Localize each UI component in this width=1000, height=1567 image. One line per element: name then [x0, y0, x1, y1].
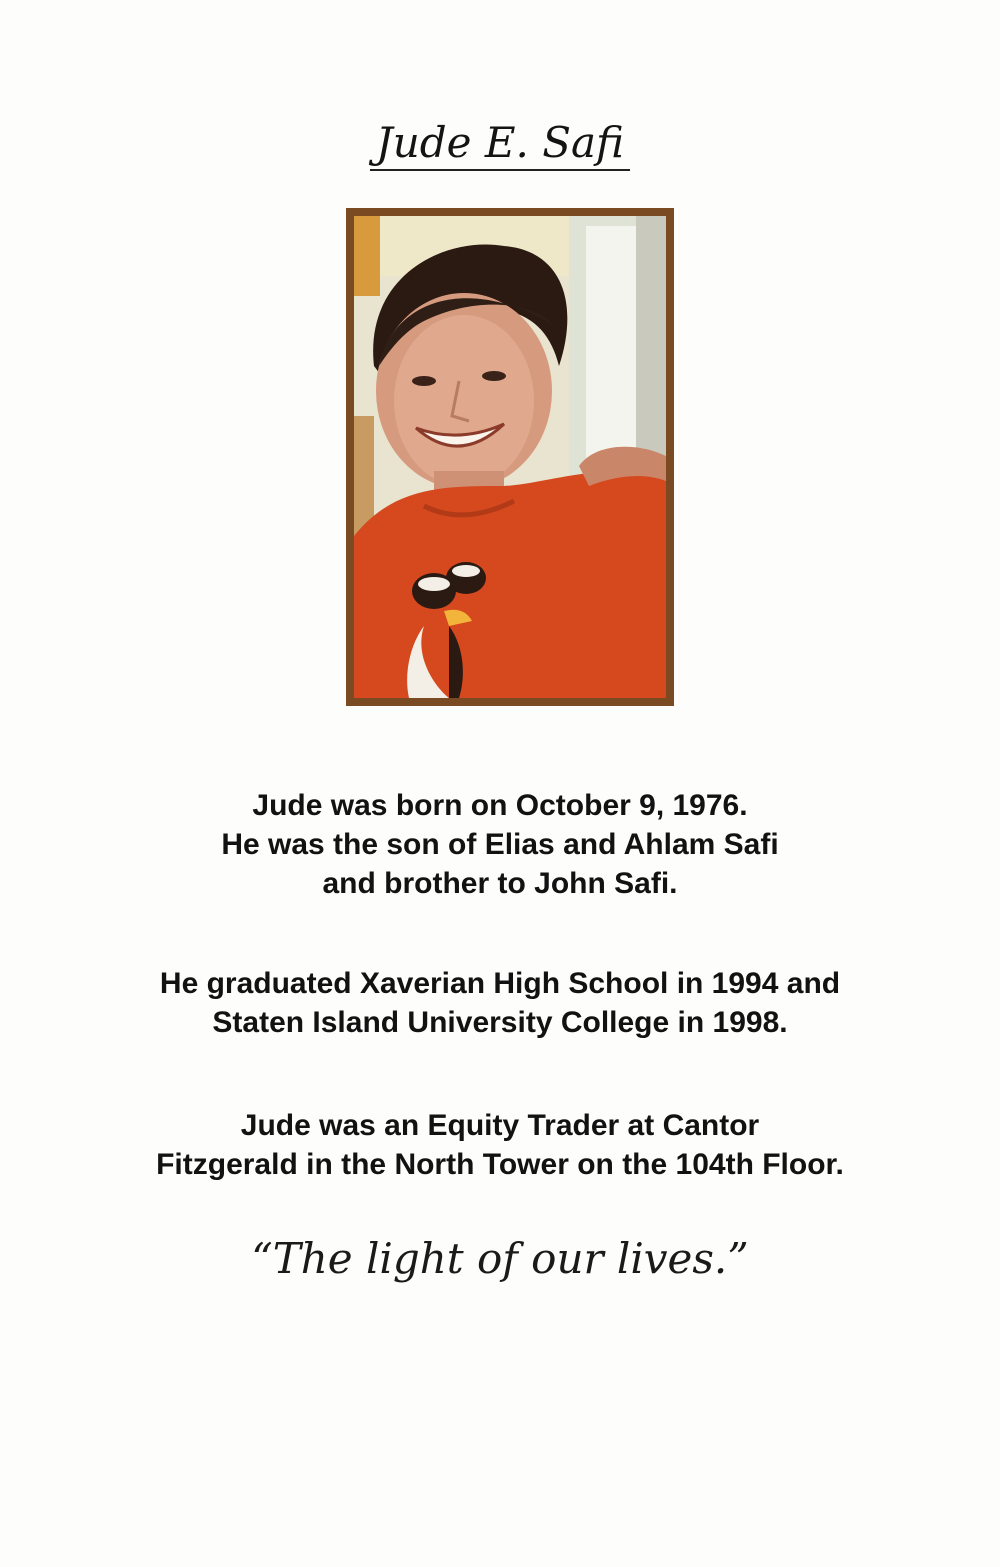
- portrait-photo-icon: [354, 216, 666, 698]
- bio-line: Fitzgerald in the North Tower on the 104th Floor.: [156, 1148, 844, 1181]
- photo-frame: [346, 208, 674, 706]
- bio-line: Staten Island University College in 1998.: [212, 1006, 788, 1039]
- bio-line: Jude was an Equity Trader at Cantor: [240, 1109, 760, 1142]
- bio-paragraph-birth: [0, 786, 1000, 903]
- bio-line: Jude was born on October 9, 1976.: [252, 789, 748, 822]
- bio-line: He was the son of Elias and Ahlam Safi: [221, 828, 779, 861]
- memorial-quote: “The light of our lives.”: [251, 1234, 749, 1283]
- bio-paragraph-career: [0, 1106, 1000, 1184]
- bio-line: and brother to John Safi.: [322, 867, 678, 900]
- bio-line: He graduated Xaverian High School in 1994 and: [159, 967, 841, 1000]
- page-title: [0, 118, 1000, 171]
- title-text: Jude E. Safi: [370, 119, 630, 171]
- bio-paragraph-education: [0, 964, 1000, 1042]
